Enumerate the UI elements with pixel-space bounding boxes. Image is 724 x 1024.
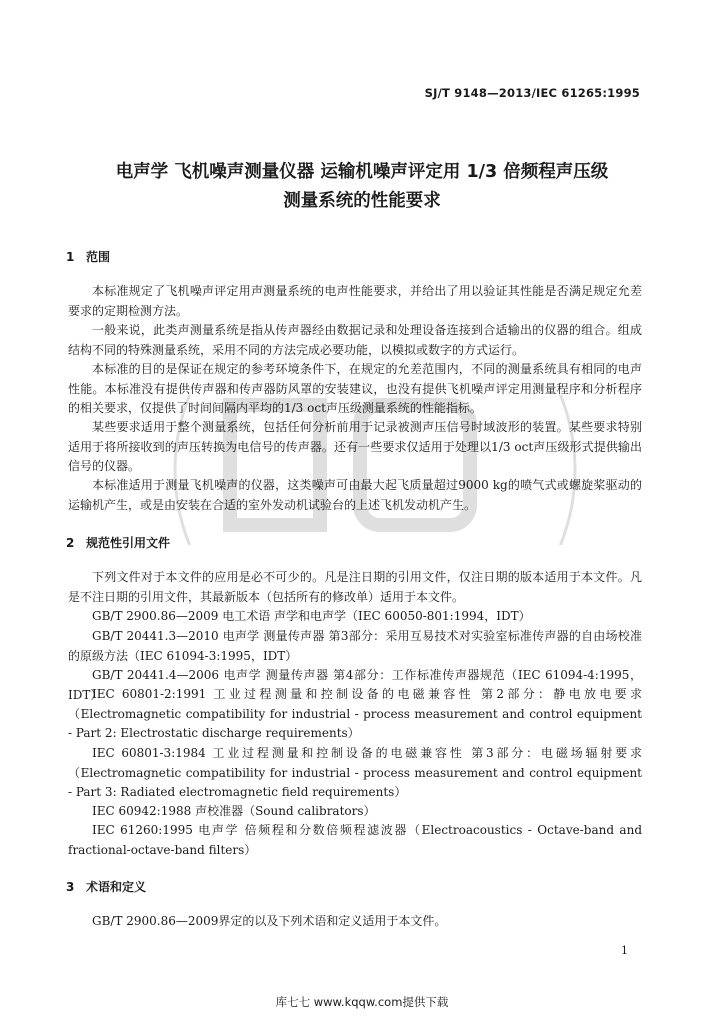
section-1-paragraph-3: 本标准的目的是保证在规定的参考环境条件下，在规定的允差范围内，不同的测量系统具有相同的电声性能。本标准没有提供传声器和传声器防风罩的安装建议，也没有提供飞机噪声评定用测量程序和分析程序的相关要求，仅提供了时间间隔内平均的1/3 oct声压级测量系统的性能指标。: [68, 362, 642, 415]
download-footer: 库七七 www.kqqw.com提供下载: [275, 995, 449, 1009]
section-3-heading: [66, 878, 146, 895]
reference-item: IEC 60801-2:1991 工业过程测量和控制设备的电磁兼容性 第2部分：静电放电要求（Electromagnetic compatibility for industrial - process measurement and control equipment - Part 2: Electrostatic discharge requirements）: [68, 687, 642, 740]
reference-item: IEC 60942:1988 声校准器（Sound calibrators）: [92, 804, 376, 818]
section-3-paragraph-1: GB/T 2900.86—2009界定的以及下列术语和定义适用于本文件。: [92, 914, 447, 928]
section-title: 范围: [86, 250, 111, 264]
section-1-paragraph-4: 某些要求适用于整个测量系统，包括任何分析前用于记录被测声压信号时域波形的装置。某些要求特别适用于将所接收到的声压转换为电信号的传声器。还有一些要求仅适用于处理以1/3 oct声压级形式提供输出信号的仪器。: [68, 420, 642, 473]
section-1-paragraph-2: 一般来说，此类声测量系统是指从传声器经由数据记录和处理设备连接到合适输出的仪器的组合。组成结构不同的特殊测量系统，采用不同的方法完成必要功能，以模拟或数字的方式运行。: [68, 323, 642, 357]
section-1-heading: [66, 248, 110, 265]
standard-id: SJ/T 9148—2013/IEC 61265:1995: [424, 86, 640, 100]
section-1-paragraph-5: 本标准适用于测量飞机噪声的仪器，这类噪声可由最大起飞质量超过9000 kg的喷气式或螺旋桨驱动的运输机产生，或是由安装在合适的室外发动机试验台的上述飞机发动机产生。: [68, 478, 642, 512]
section-1-paragraph-1: 本标准规定了飞机噪声评定用声测量系统的电声性能要求，并给出了用以验证其性能是否满足规定允差要求的定期检测方法。: [68, 284, 642, 318]
reference-item: IEC 60801-3:1984 工业过程测量和控制设备的电磁兼容性 第3部分：电磁场辐射要求（Electromagnetic compatibility for industrial - process measurement and control equipment - Part 3: Radiated electromagnetic field requirements）: [68, 746, 642, 799]
reference-item: GB/T 20441.3—2010 电声学 测量传声器 第3部分：采用互易技术对实验室标准传声器的自由场校准的原级方法（IEC 61094-3:1995，IDT）: [68, 629, 642, 663]
section-2-intro: 下列文件对于本文件的应用是必不可少的。凡是注日期的引用文件，仅注日期的版本适用于本文件。凡是不注日期的引用文件，其最新版本（包括所有的修改单）适用于本文件。: [68, 570, 642, 604]
reference-item: GB/T 20441.4—2006 电声学 测量传声器 第4部分：工作标准传声器规范（IEC 61094-4:1995，IDT）: [68, 668, 642, 702]
title-line-1: 电声学 飞机噪声测量仪器 运输机噪声评定用 1/3 倍频程声压级: [115, 162, 609, 182]
section-2-heading: [66, 534, 170, 551]
section-number: 1: [66, 250, 75, 264]
title-line-2: 测量系统的性能要求: [283, 191, 441, 211]
reference-item: GB/T 2900.86—2009 电工术语 声学和电声学（IEC 60050-801:1994，IDT）: [92, 609, 531, 623]
reference-item: IEC 61260:1995 电声学 倍频程和分数倍频程滤波器（Electroacoustics - Octave-band and fractional-octave-band filters）: [68, 823, 642, 857]
section-number: 2: [66, 536, 75, 550]
section-number: 3: [66, 880, 75, 894]
page-number: 1: [621, 944, 628, 957]
document-title: [40, 158, 684, 216]
section-title: 术语和定义: [86, 880, 147, 894]
section-title: 规范性引用文件: [86, 536, 171, 550]
